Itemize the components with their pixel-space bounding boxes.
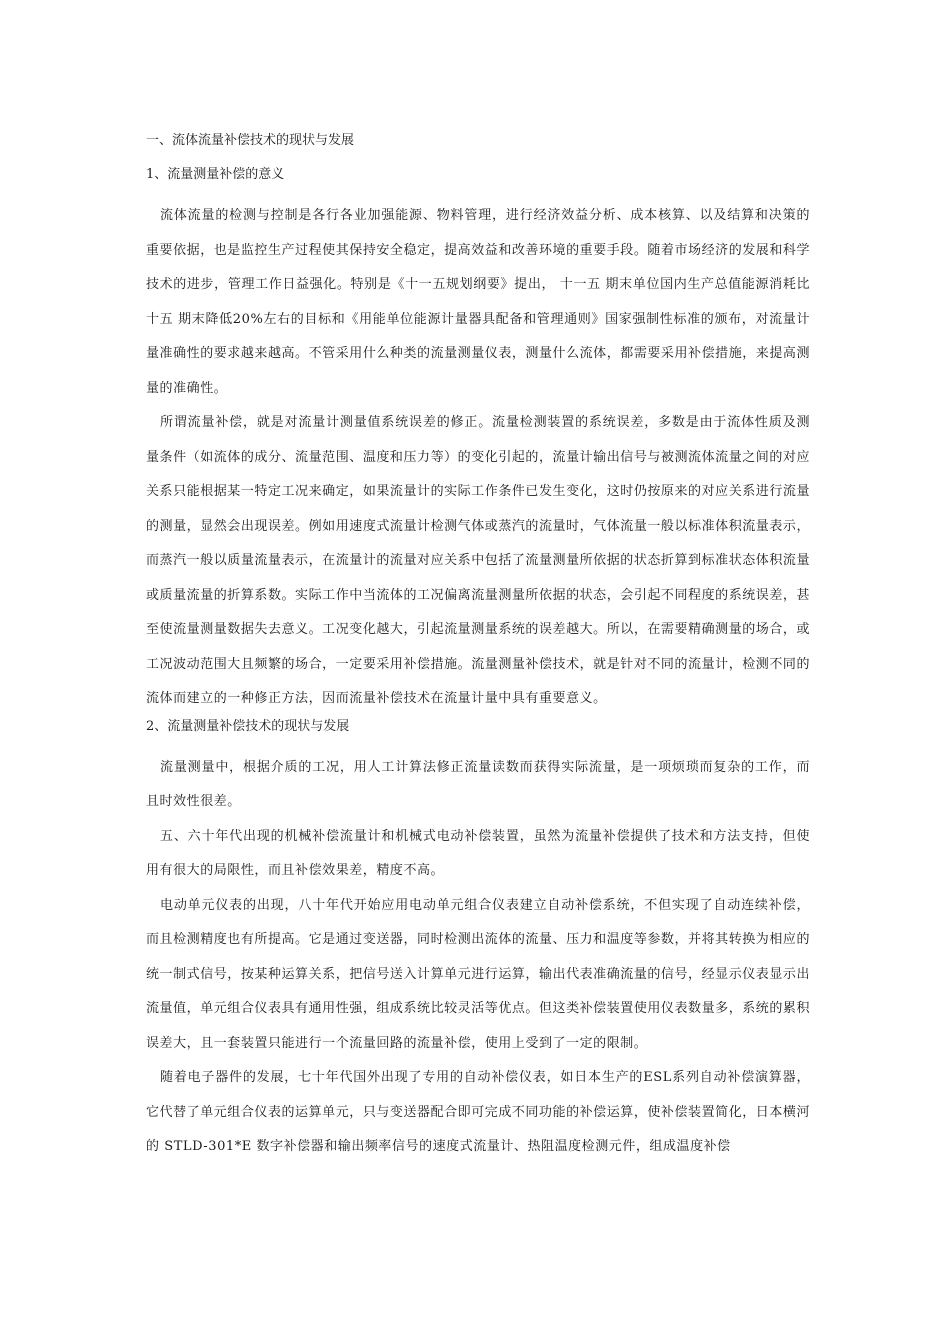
paragraph-5: 电动单元仪表的出现，八十年代开始应用电动单元组合仪表建立自动补偿系统，不但实现了自动连续补偿，而且检测精度也有所提高。它是通过变送器，同时检测出流体的流量、压力和温度等参数，并将其转换为相应的统一制式信号，按某种运算关系，把信号送入计算单元进行运算，输出代表准确流量的信号，经显示仪表显示出流量值，单元组合仪表具有通用性强，组成系统比较灵活等优点。但这类补偿装置使用仪表数量多，系统的累积误差大，且一套装置只能进行一个流量回路的流量补偿，使用上受到了一定的限制。 [146,897,810,1051]
subsection-heading-1: 1、流量测量补偿的意义 [146,167,285,182]
subsection-heading-2: 2、流量测量补偿技术的现状与发展 [146,718,350,734]
paragraph-3: 流量测量中，根据介质的工况，用人工计算法修正流量读数而获得实际流量，是一项烦琐而复杂的工作，而且时效性很差。 [146,759,810,809]
paragraph-4: 五、六十年代出现的机械补偿流量计和机械式电动补偿装置，虽然为流量补偿提供了技术和方法支持，但使用有很大的局限性，而且补偿效果差，精度不高。 [146,828,810,878]
paragraph-1: 流体流量的检测与控制是各行各业加强能源、物料管理，进行经济效益分析、成本核算、以及结算和决策的重要依据，也是监控生产过程使其保持安全稳定，提高效益和改善环境的重要手段。随着市场经济的发展和科学技术的进步，管理工作日益强化。特别是《十一五规划纲要》提出， 十一五 期末单位国内生产总值能源消耗比 十五 期末降低20%左右的目标和《用能单位能源计量器具配备和管理通则》国家强制性标准的颁布，对流量计量准确性的要求越来越高。不管采用什么种类的流量测量仪表，测量什么流体，都需要采用补偿措施，来提高测量的准确性。 [146,208,810,396]
document-page [146,131,810,1165]
paragraph-2: 所谓流量补偿，就是对流量计测量值系统误差的修正。流量检测装置的系统误差，多数是由于流体性质及测量条件（如流体的成分、流量范围、温度和压力等）的变化引起的，流量计输出信号与被测流体流量之间的对应关系只能根据某一特定工况来确定，如果流量计的实际工作条件已发生变化，这时仍按原来的对应关系进行流量的测量，显然会出现误差。例如用速度式流量计检测气体或蒸汽的流量时，气体流量一般以标准体积流量表示，而蒸汽一般以质量流量表示，在流量计的流量对应关系中包括了流量测量所依据的状态折算到标准状态体积流量或质量流量的折算系数。实际工作中当流体的工况偏离流量测量所依据的状态，会引起不同程度的系统误差，甚至使流量测量数据失去意义。工况变化越大，引起流量测量系统的误差越大。所以，在需要精确测量的场合，或工况波动范围大且频繁的场合，一定要采用补偿措施。流量测量补偿技术，就是针对不同的流量计，检测不同的流体而建立的一种修正方法，因而流量补偿技术在流量计量中具有重要意义。 [146,415,810,706]
paragraph-6: 随着电子器件的发展，七十年代国外出现了专用的自动补偿仪表，如日本生产的ESL系列自动补偿演算器，它代替了单元组合仪表的运算单元，只与变送器配合即可完成不同功能的补偿运算，使补偿装置简化，日本横河的 STLD-301*E 数字补偿器和输出频率信号的速度式流量计、热阻温度检测元件，组成温度补偿 [146,1070,810,1154]
section-heading: 一、流体流量补偿技术的现状与发展 [146,133,355,148]
